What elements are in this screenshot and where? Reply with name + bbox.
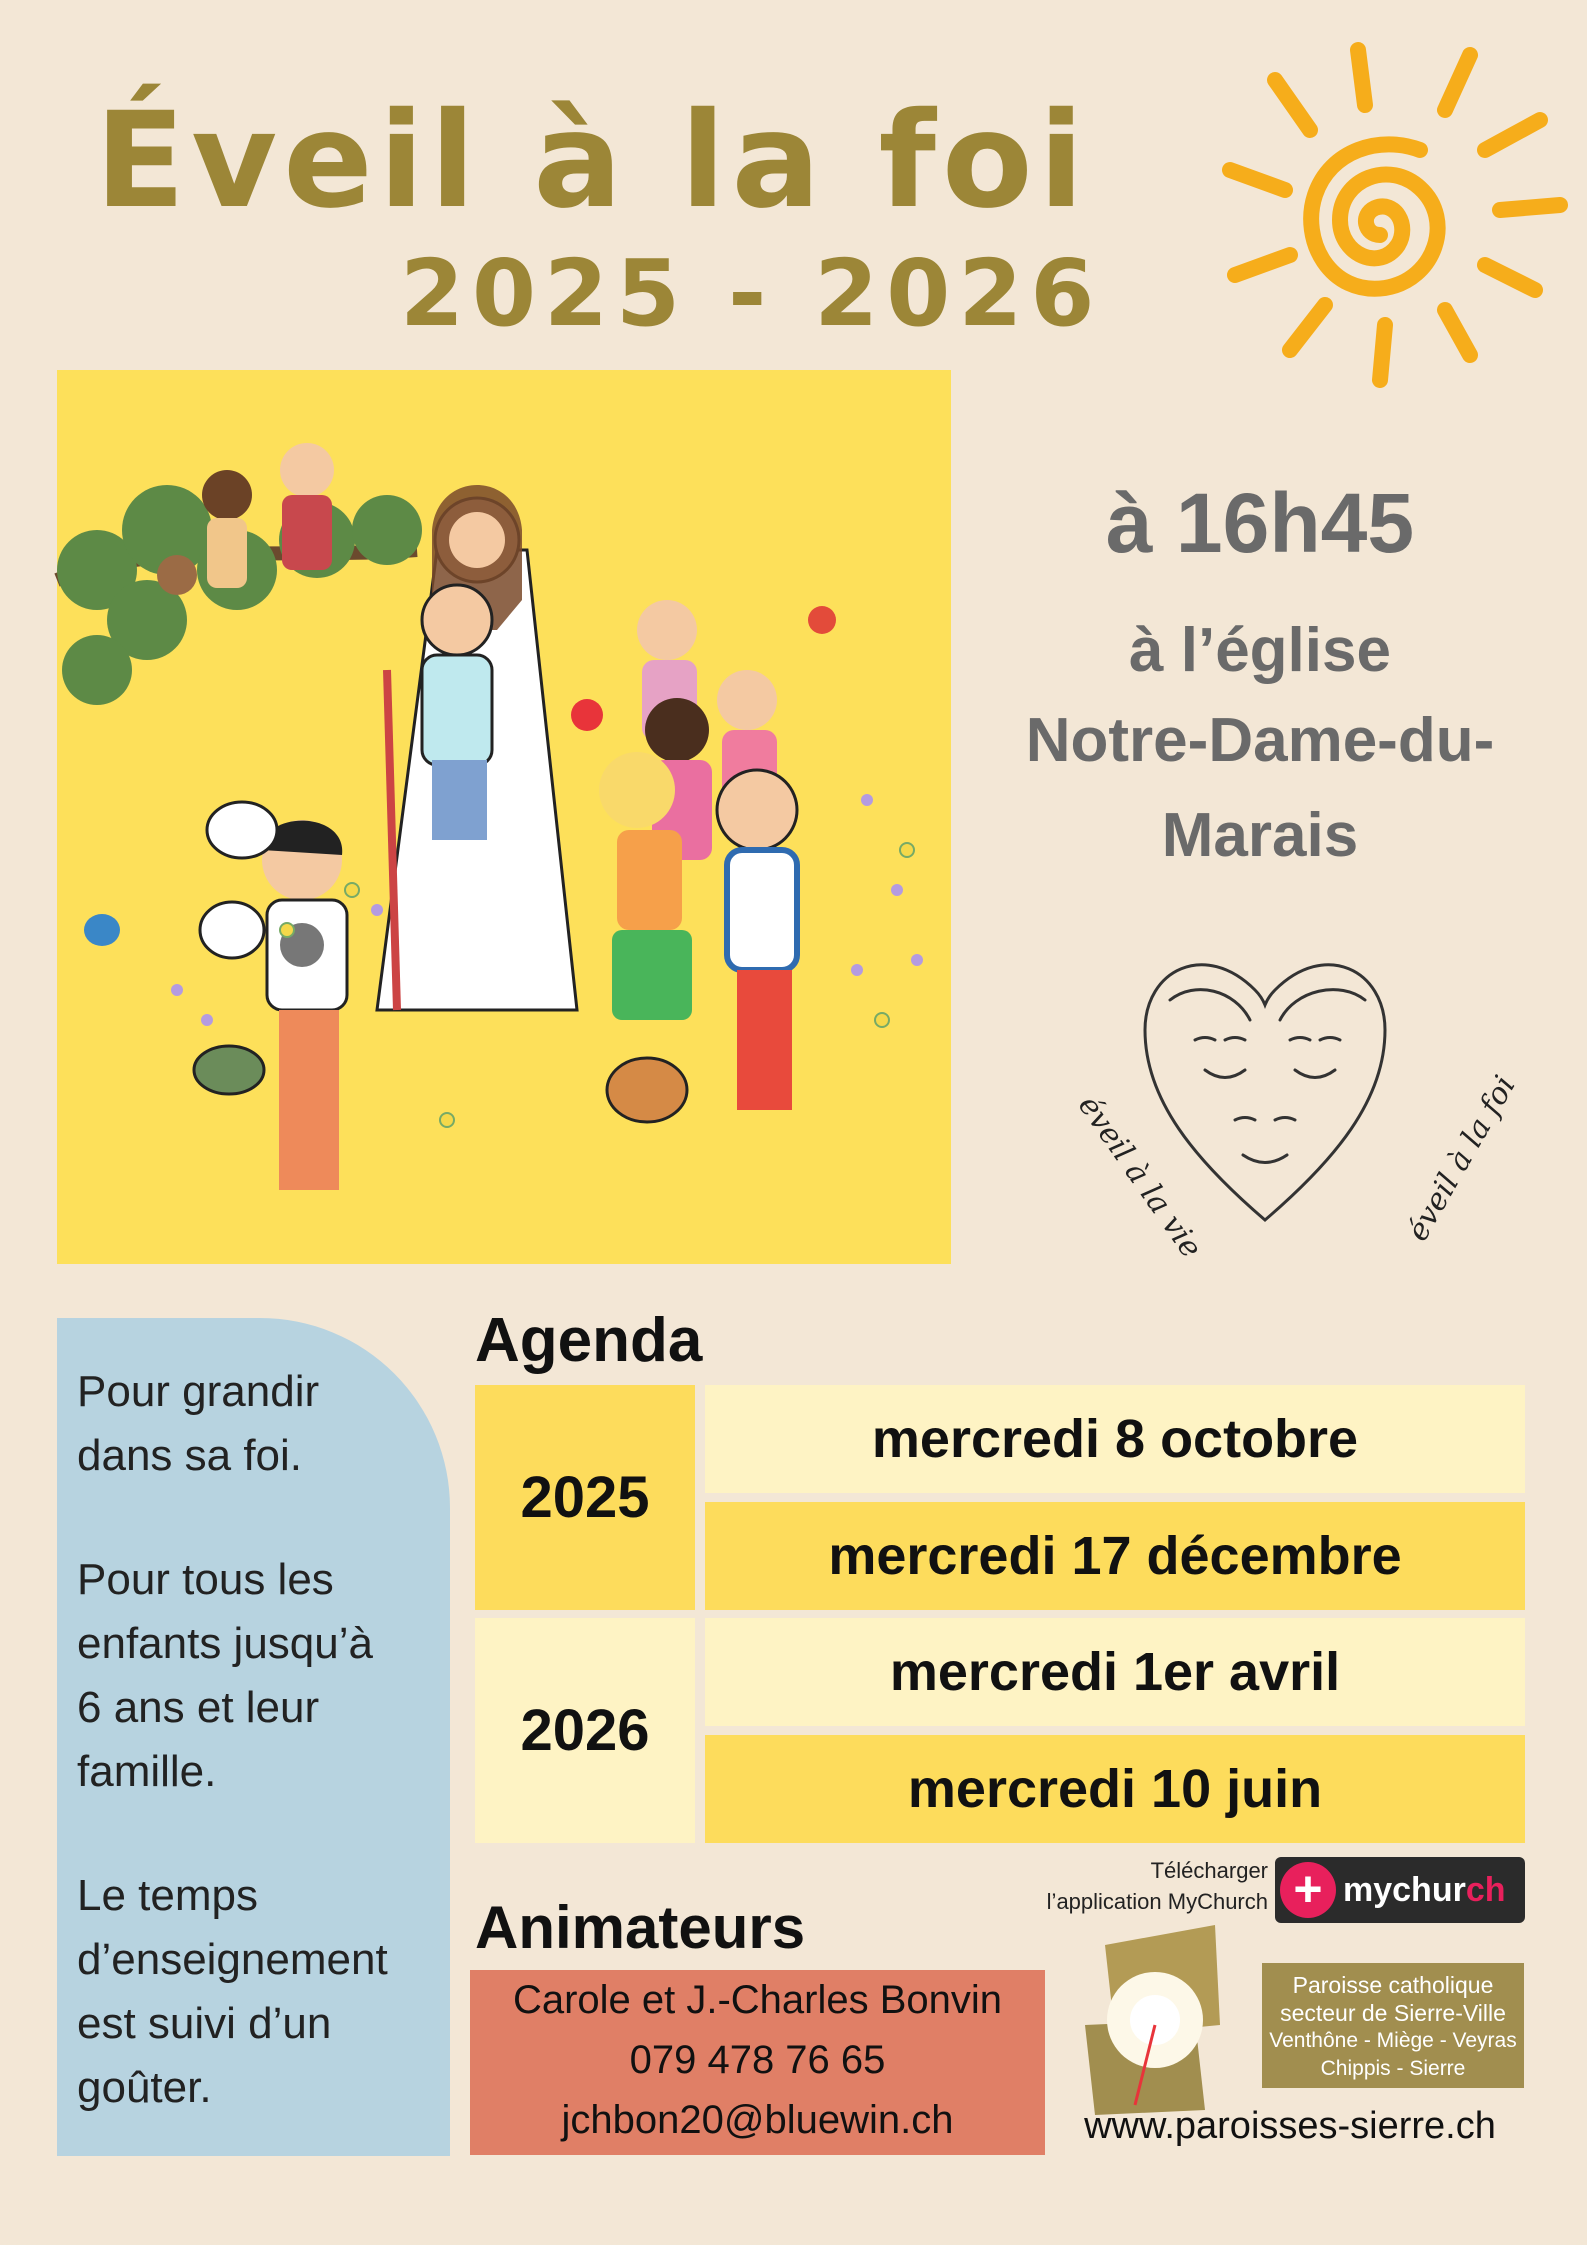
eveil-heart-logo	[1070, 920, 1523, 1265]
sidebar-line: dans sa foi.	[77, 1431, 303, 1480]
sidebar-line: Le temps	[77, 1871, 258, 1920]
kids-group	[599, 600, 797, 1110]
sidebar-line: Pour grandir	[77, 1367, 320, 1416]
agenda-year-2025: 2025	[475, 1385, 695, 1610]
sidebar-line: goûter.	[77, 2063, 212, 2112]
parish-logo-icon	[1085, 1925, 1220, 2115]
sidebar-text-1	[77, 1360, 319, 1488]
sidebar-line: enfants jusqu’à	[77, 1619, 373, 1668]
agenda-date: mercredi 1er avril	[705, 1618, 1525, 1726]
sidebar-line: est suivi d’un	[77, 1999, 332, 2048]
sun-icon	[1180, 10, 1580, 410]
contact-names: Carole et J.-Charles Bonvin	[512, 1978, 1003, 2022]
held-child	[422, 585, 492, 840]
place-line-3: Marais	[1161, 801, 1359, 870]
agenda-date: mercredi 17 décembre	[705, 1502, 1525, 1610]
animateurs-title: Animateurs	[475, 1894, 806, 1961]
sidebar-line: famille.	[77, 1747, 217, 1796]
mychurch-wordmark	[1343, 1871, 1506, 1910]
wordmark-main: mychur	[1343, 1871, 1466, 1909]
mychurch-badge[interactable]	[1275, 1857, 1525, 1923]
contact-box	[470, 1970, 1045, 2155]
parish-info-box	[1262, 1963, 1524, 2088]
sidebar-line: Pour tous les	[77, 1555, 334, 1604]
parish-line: secteur de Sierre-Ville	[1280, 2000, 1506, 2026]
agenda-date: mercredi 8 octobre	[705, 1385, 1525, 1493]
mychurch-line: Télécharger	[1150, 1858, 1268, 1883]
agenda-date: mercredi 10 juin	[705, 1735, 1525, 1843]
wordmark-accent: ch	[1465, 1871, 1506, 1909]
sidebar-text-3	[77, 1864, 388, 2120]
agenda-year-2026: 2026	[475, 1618, 695, 1843]
poster-title: Éveil à la foi	[95, 84, 1090, 238]
poster-years: 2025 - 2026	[400, 240, 1103, 347]
event-time: à 16h45	[1105, 476, 1415, 570]
children-illustration	[57, 370, 951, 1264]
illustration	[57, 370, 951, 1264]
sidebar-line: 6 ans et leur	[77, 1683, 320, 1732]
sidebar-line: d’enseignement	[77, 1935, 388, 1984]
parish-line: Chippis - Sierre	[1320, 2057, 1466, 2080]
sidebar-text-2	[77, 1548, 373, 1804]
plus-icon: +	[1280, 1862, 1336, 1918]
sidebar-panel	[57, 1318, 450, 2156]
place-line-1: à l’église	[1129, 616, 1391, 685]
agenda-title: Agenda	[475, 1306, 703, 1375]
logo-text-right: éveil à la foi	[1400, 1069, 1523, 1248]
logo-text-left: éveil à la vie	[1070, 1088, 1209, 1265]
website-link[interactable]: www.paroisses-sierre.ch	[1084, 2105, 1496, 2147]
contact-email[interactable]: jchbon20@bluewin.ch	[561, 2098, 954, 2142]
mychurch-line: l’application MyChurch	[1046, 1889, 1268, 1914]
mychurch-caption	[990, 1855, 1268, 1917]
contact-phone[interactable]: 079 478 76 65	[629, 2038, 886, 2082]
parish-line: Venthône - Miège - Veyras	[1269, 2029, 1517, 2052]
parish-line: Paroisse catholique	[1292, 1972, 1494, 1998]
place-line-2: Notre-Dame-du-	[1025, 706, 1495, 775]
boy-with-cat	[262, 820, 347, 1190]
